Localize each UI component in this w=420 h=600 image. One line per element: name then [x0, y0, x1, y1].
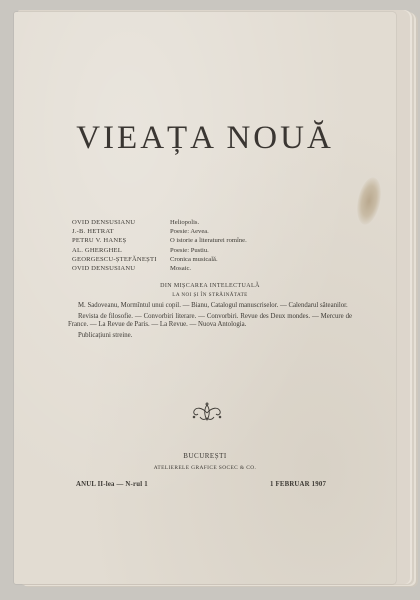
issue-date: 1 FEBRUAR 1907: [270, 481, 327, 488]
toc-author: J.-B. HETRAT: [72, 228, 114, 236]
section-paragraph: Publicațiuni streine.: [78, 331, 133, 339]
issue-number: ANUL II-lea — N-rul 1: [76, 481, 148, 488]
section-paragraph: Revista de filosofie. — Convorbiri literare. — Convorbiri. Revue des Deux mondes. — Mercure de France. — La Revue de Paris. — La Revue. — Nuova Antologia.: [68, 312, 352, 329]
toc-author: PETRU V. HANEȘ: [72, 237, 127, 245]
toc-work: O istorie a literaturei romîne.: [170, 237, 247, 245]
toc-work: Cronica musicală.: [170, 255, 218, 263]
table-of-contents: [72, 218, 372, 273]
toc-row: [72, 246, 372, 255]
toc-work: Heliopolis.: [170, 219, 200, 226]
toc-author: GEORGESCU-ȘTEFĂNEȘTI: [72, 255, 157, 263]
toc-author: OVID DENSUSIANU: [72, 265, 136, 273]
toc-row: [72, 236, 372, 245]
section-heading: DIN MIȘCAREA INTELECTUALĂ: [160, 283, 260, 289]
imprint-place: BUCUREȘTI: [183, 452, 227, 460]
toc-work: Mosaic.: [170, 265, 192, 273]
toc-author: AL. GHERGHEL: [72, 246, 123, 254]
toc-row: [72, 255, 372, 264]
toc-row: [72, 218, 372, 227]
imprint-printer: ATELIERELE GRAFICE SOCEC & CO.: [153, 465, 257, 471]
toc-author: OVID DENSUSIANU: [72, 219, 136, 226]
magazine-cover: [14, 12, 396, 584]
toc-work: Poesie: Pustiu.: [170, 246, 209, 254]
magazine-title: VIEAȚA NOUĂ: [76, 120, 334, 156]
floral-ornament-icon: [190, 401, 224, 423]
toc-row: [72, 264, 372, 273]
toc-row: [72, 227, 372, 236]
section-paragraph: M. Sadoveanu, Mormîntul unui copil. — Bianu, Catalogul manuscriselor. — Calendarul săteanilor.: [78, 302, 348, 309]
intellectual-movement-section: [68, 282, 352, 340]
toc-work: Poesie: Aevea.: [170, 228, 209, 236]
section-subheading: LA NOI ȘI ÎN STRĂINĂTATE: [172, 292, 248, 298]
